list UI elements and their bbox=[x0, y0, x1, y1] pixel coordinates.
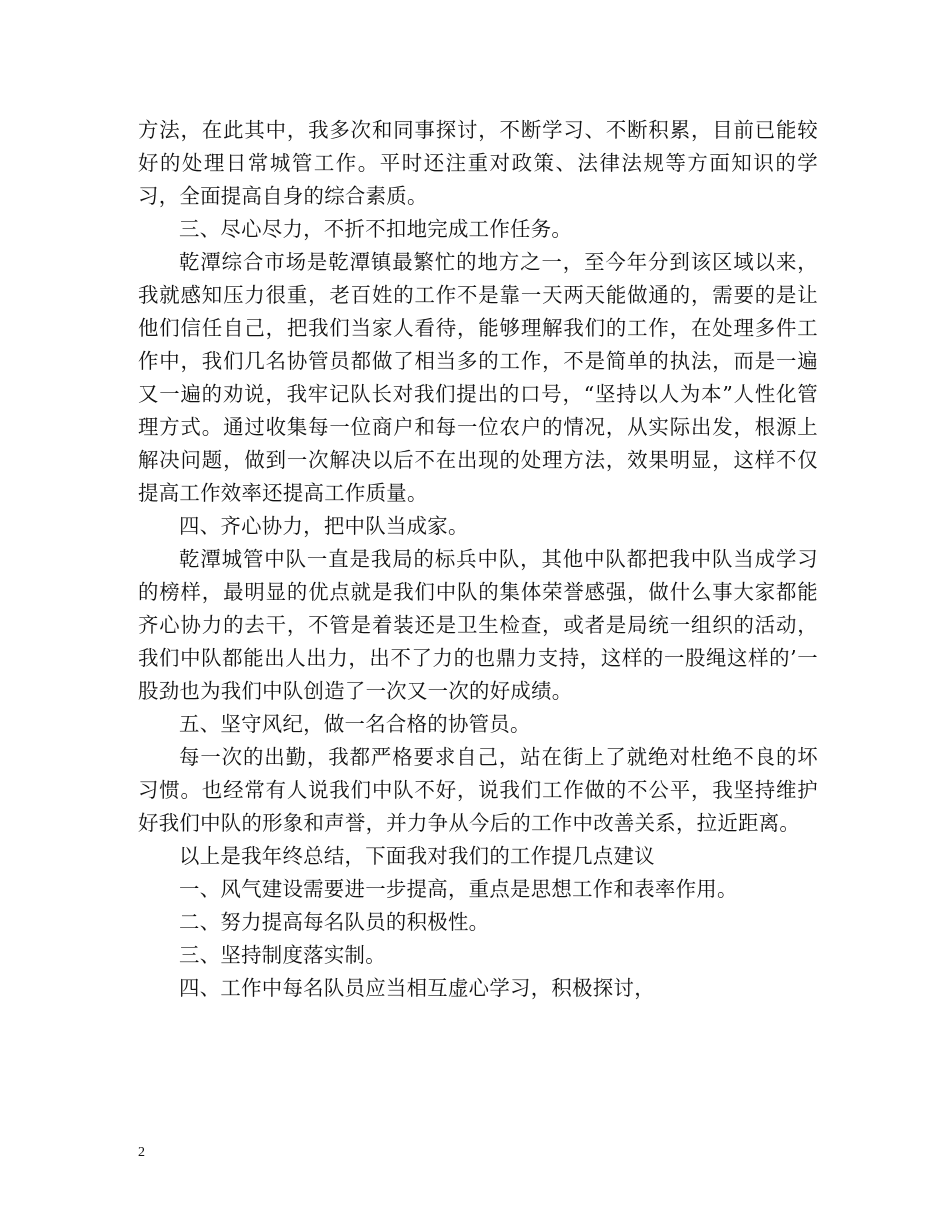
paragraph-squad: 乾潭城管中队一直是我局的标兵中队，其他中队都把我中队当成学习的榜样，最明显的优点就是我们中队的集体荣誉感强，做什么事大家都能齐心协力的去干，不管是着装还是卫生检查，或者是局统一组织的活动，我们中队都能出人出力，出不了力的也鼎力支持，这样的一股绳这样的’一股劲也为我们中队创造了一次又一次的好成绩。 bbox=[138, 547, 818, 703]
suggestion-item-1: 一、风气建设需要进一步提高，重点是思想工作和表率作用。 bbox=[179, 877, 738, 901]
paragraph-market: 乾潭综合市场是乾潭镇最繁忙的地方之一，至今年分到该区域以来，我就感知压力很重，老百姓的工作不是靠一天两天能做通的，需要的是让他们信任自己，把我们当家人看待，能够理解我们的工作，在处理多件工作中，我们几名协管员都做了相当多的工作，不是简单的执法，而是一遍又一遍的劝说，我牢记队长对我们提出的口号，“坚持以人为本”人性化管理方式。通过收集每一位商户和每一位农户的情况，从实际出发，根源上解决问题，做到一次解决以后不在出现的处理方法，效果明显，这样不仅提高工作效率还提高工作质量。 bbox=[138, 250, 818, 505]
paragraph-discipline: 每一次的出勤，我都严格要求自己，站在街上了就绝对杜绝不良的坏习惯。也经常有人说我们中队不好，说我们工作做的不公平，我坚持维护好我们中队的形象和声誉，并力争从今后的工作中改善关系，拉近距离。 bbox=[138, 745, 818, 835]
body-text bbox=[138, 114, 818, 1005]
paragraph-continuation: 方法，在此其中，我多次和同事探讨，不断学习、不断积累，目前已能较好的处理日常城管工作。平时还注重对政策、法律法规等方面知识的学习，全面提高自身的综合素质。 bbox=[138, 118, 818, 208]
heading-section-5: 五、坚守风纪，做一名合格的协管员。 bbox=[179, 712, 531, 736]
heading-section-3: 三、尽心尽力，不折不扣地完成工作任务。 bbox=[179, 217, 573, 241]
paragraph-suggestions-intro: 以上是我年终总结，下面我对我们的工作提几点建议 bbox=[179, 844, 655, 868]
suggestion-item-4: 四、工作中每名队员应当相互虚心学习，积极探讨， bbox=[179, 976, 655, 1000]
suggestion-item-2: 二、努力提高每名队员的积极性。 bbox=[179, 910, 490, 934]
heading-section-4: 四、齐心协力，把中队当成家。 bbox=[179, 514, 469, 538]
suggestion-item-3: 三、坚持制度落实制。 bbox=[179, 943, 386, 967]
page-number: 2 bbox=[138, 1145, 145, 1160]
